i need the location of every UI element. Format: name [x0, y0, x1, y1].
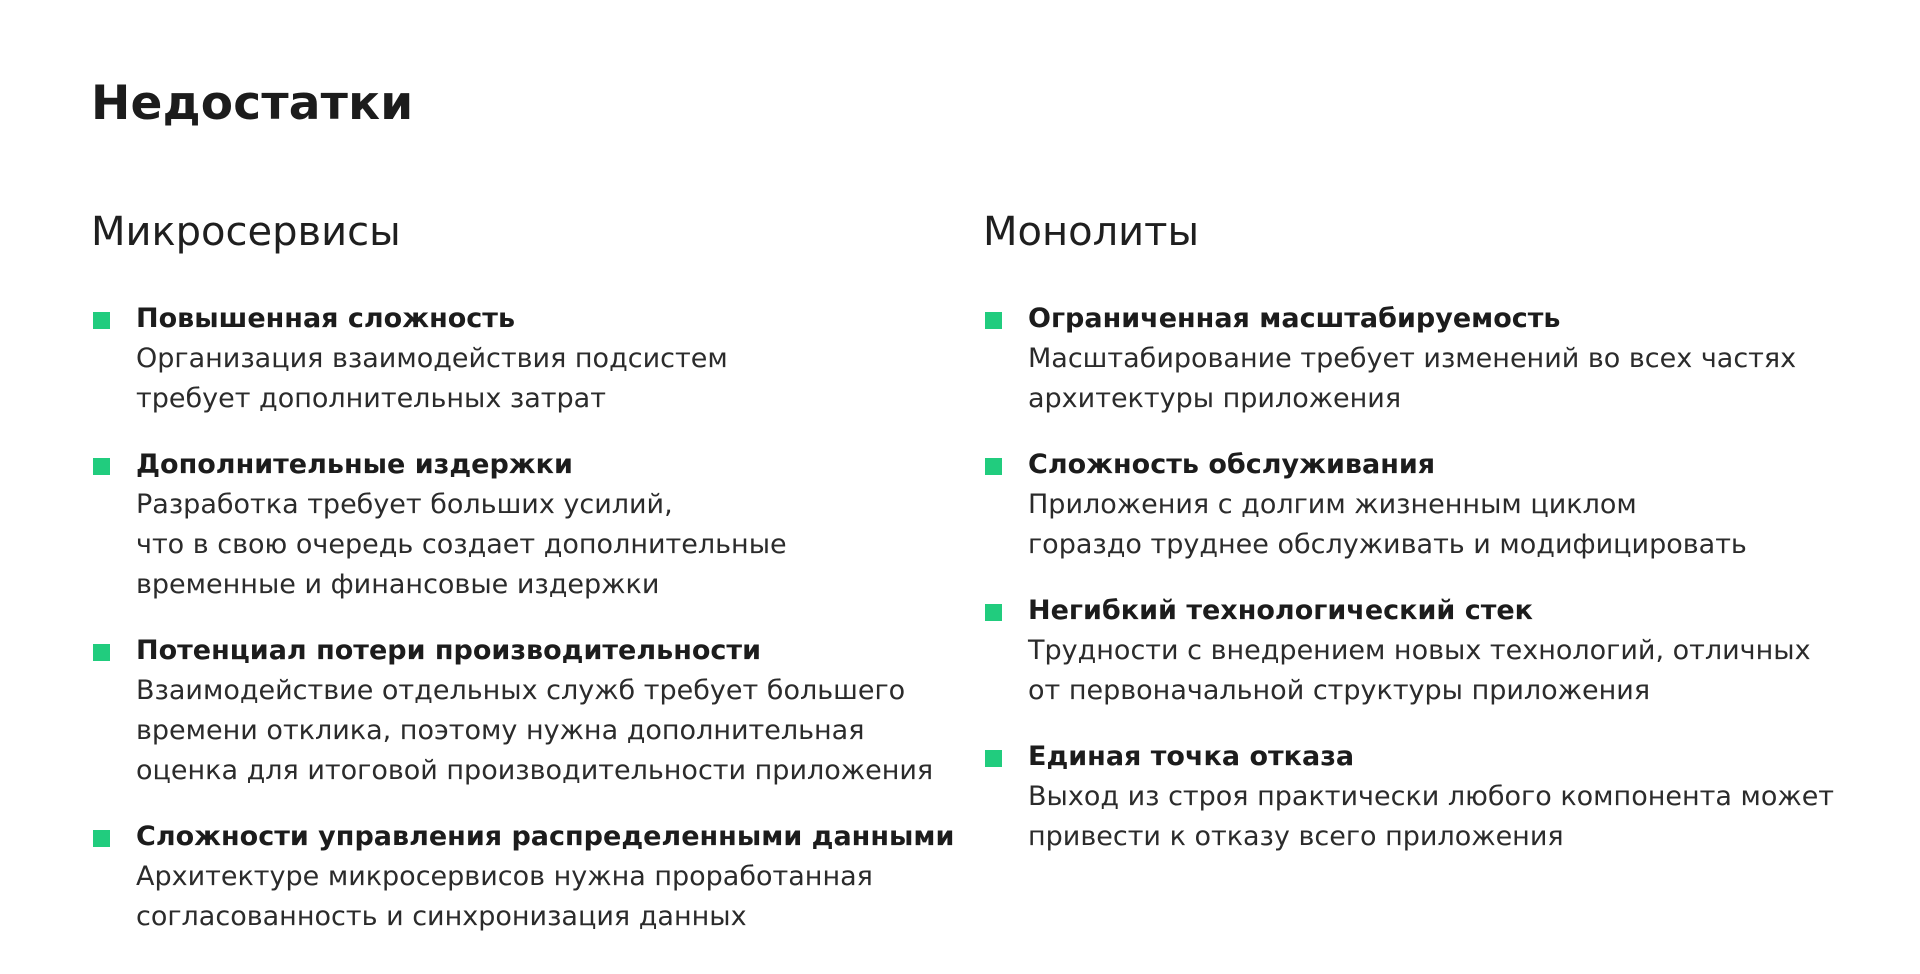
description-line: Архитектуре микросервисов нужна проработанная: [136, 861, 873, 892]
square-bullet-icon: [985, 750, 1002, 767]
square-bullet-icon: [985, 604, 1002, 621]
description-line: оценка для итоговой производительности приложения: [136, 755, 934, 786]
list-item: [983, 737, 1883, 857]
description-line: согласованность и синхронизация данных: [136, 901, 747, 932]
description-line: Приложения с долгим жизненным циклом: [1028, 489, 1637, 520]
description-line: Трудности с внедрением новых технологий, отличных: [1028, 635, 1811, 666]
list-item: [983, 445, 1883, 565]
description-line: от первоначальной структуры приложения: [1028, 675, 1651, 706]
column-heading-microservices: Микросервисы: [91, 209, 401, 255]
description-line: привести к отказу всего приложения: [1028, 821, 1564, 852]
item-description: [1028, 485, 1883, 565]
monoliths-drawbacks-list: [983, 299, 1883, 883]
square-bullet-icon: [985, 458, 1002, 475]
item-description: [1028, 777, 1883, 857]
column-heading-monoliths: Монолиты: [983, 209, 1200, 255]
page-title: Недостатки: [91, 76, 414, 131]
item-description: [136, 671, 971, 791]
description-line: Разработка требует больших усилий,: [136, 489, 673, 520]
item-title: Повышенная сложность: [136, 303, 516, 334]
item-description: [136, 857, 971, 937]
item-description: [1028, 339, 1883, 419]
monoliths-column: [983, 205, 1883, 852]
list-item: [91, 817, 971, 937]
item-description: [136, 485, 971, 605]
list-item: [91, 445, 971, 605]
item-title: Дополнительные издержки: [136, 449, 573, 480]
microservices-drawbacks-list: [91, 299, 971, 963]
description-line: Организация взаимодействия подсистем: [136, 343, 728, 374]
description-line: что в свою очередь создает дополнительные: [136, 529, 787, 560]
description-line: Масштабирование требует изменений во всех частях: [1028, 343, 1797, 374]
item-title: Потенциал потери производительности: [136, 635, 761, 666]
square-bullet-icon: [93, 644, 110, 661]
item-title: Ограниченная масштабируемость: [1028, 303, 1561, 334]
description-line: Выход из строя практически любого компонента может: [1028, 781, 1835, 812]
item-title: Сложность обслуживания: [1028, 449, 1436, 480]
item-title: Единая точка отказа: [1028, 741, 1355, 772]
list-item: [983, 299, 1883, 419]
list-item: [91, 299, 971, 419]
description-line: архитектуры приложения: [1028, 383, 1402, 414]
microservices-column: [91, 205, 971, 932]
description-line: времени отклика, поэтому нужна дополнительная: [136, 715, 865, 746]
item-description: [1028, 631, 1883, 711]
item-description: [136, 339, 971, 419]
square-bullet-icon: [93, 830, 110, 847]
square-bullet-icon: [93, 312, 110, 329]
description-line: требует дополнительных затрат: [136, 383, 606, 414]
description-line: временные и финансовые издержки: [136, 569, 660, 600]
square-bullet-icon: [93, 458, 110, 475]
list-item: [91, 631, 971, 791]
description-line: гораздо труднее обслуживать и модифицировать: [1028, 529, 1747, 560]
list-item: [983, 591, 1883, 711]
description-line: Взаимодействие отдельных служб требует большего: [136, 675, 906, 706]
item-title: Негибкий технологический стек: [1028, 595, 1533, 626]
item-title: Сложности управления распределенными данными: [136, 821, 955, 852]
square-bullet-icon: [985, 312, 1002, 329]
